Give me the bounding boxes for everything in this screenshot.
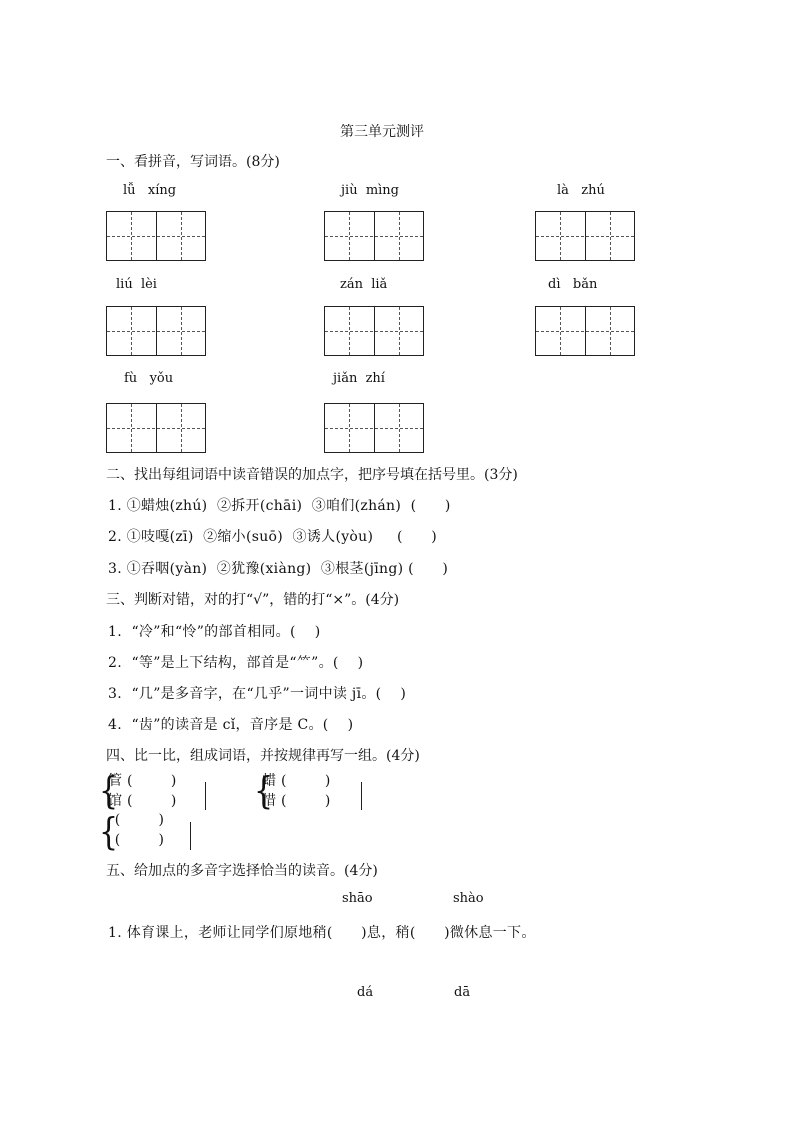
section-2-question-1: 1. ①蜡烛(zhú) ②拆开(chāi) ③咱们(zhán) ( ) (108, 498, 451, 514)
pinyin-8: jiǎn zhí (333, 371, 385, 386)
left-brace-1: { (99, 769, 119, 814)
writing-grid-8[interactable] (324, 403, 424, 453)
section-3-question-4: 4. “齿”的读音是 cǐ，音序是 C。( ) (108, 717, 354, 733)
left-brace-2: { (254, 769, 274, 814)
section-2-question-3: 3. ①吞咽(yàn) ②犹豫(xiàng) ③根茎(jīng) ( ) (108, 561, 449, 577)
writing-grid-4[interactable] (106, 306, 206, 356)
pinyin-option-da2: dá (357, 985, 374, 1000)
pinyin-4: liú lèi (116, 277, 157, 292)
writing-grid-1[interactable] (106, 211, 206, 261)
section-3-heading: 三、判断对错，对的打“√”，错的打“×”。(4分) (106, 592, 400, 608)
right-bar-1 (205, 782, 206, 810)
group-2-word-b: 惜 ( ) (262, 793, 331, 809)
writing-grid-5[interactable] (324, 306, 424, 356)
section-3-question-3: 3. “几”是多音字，在“几乎”一词中读 jī。( ) (108, 686, 407, 702)
right-bar-3 (190, 822, 191, 850)
writing-grid-3[interactable] (535, 211, 635, 261)
section-4-heading: 四、比一比，组成词语，并按规律再写一组。(4分) (106, 748, 420, 764)
pinyin-6: dì bǎn (548, 277, 598, 292)
group-2-word-a: 蜡 ( ) (262, 773, 331, 789)
section-3-question-2: 2. “等”是上下结构，部首是“⺮”。( ) (108, 655, 364, 671)
pinyin-option-da1: dā (454, 985, 471, 1000)
page-title: 第三单元测评 (340, 124, 424, 140)
group-3-blank-a: ( ) (110, 812, 165, 828)
pinyin-2: jiù mìng (341, 183, 400, 198)
pinyin-3: là zhú (557, 183, 605, 198)
left-brace-3: { (99, 810, 119, 855)
section-5-question-1: 1. 体育课上，老师让同学们原地稍( )息，稍( )微休息一下。 (108, 925, 536, 941)
pinyin-option-shao4: shào (453, 891, 484, 906)
pinyin-7: fù yǒu (124, 371, 174, 386)
section-2-heading: 二、找出每组词语中读音错误的加点字，把序号填在括号里。(3分) (106, 467, 518, 483)
right-bar-2 (361, 782, 362, 810)
group-1-word-b: 馆 ( ) (108, 793, 177, 809)
group-3-blank-b: ( ) (110, 832, 165, 848)
section-3-question-1: 1. “冷”和“怜”的部首相同。( ) (108, 624, 321, 640)
section-1-heading: 一、看拼音，写词语。(8分) (106, 154, 280, 170)
pinyin-1: lǚ xíng (123, 183, 177, 198)
writing-grid-7[interactable] (106, 403, 206, 453)
section-2-question-2: 2. ①吱嘎(zī) ②缩小(suō) ③诱人(yòu) ( ) (108, 529, 437, 545)
section-5-heading: 五、给加点的多音字选择恰当的读音。(4分) (106, 863, 378, 879)
writing-grid-6[interactable] (535, 306, 635, 356)
pinyin-option-shao1: shāo (342, 891, 373, 906)
group-1-word-a: 管 ( ) (108, 773, 177, 789)
pinyin-5: zán liǎ (340, 277, 388, 292)
writing-grid-2[interactable] (324, 211, 424, 261)
